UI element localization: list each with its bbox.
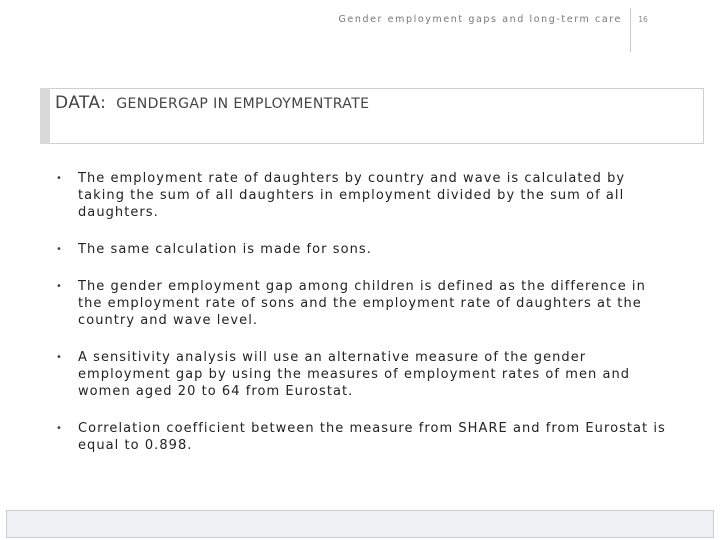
slide-title-sub: GENDERGAP IN EMPLOYMENTRATE [116, 96, 370, 112]
bullet-text: Correlation coefficient between the measure from SHARE and from Eurostat is equal to 0.898. [78, 421, 666, 453]
header-title: Gender employment gaps and long-term care [338, 14, 622, 25]
bullet-text: The same calculation is made for sons. [78, 242, 372, 257]
footer-bar [6, 510, 714, 538]
bullet-marker: • [56, 352, 63, 363]
bullet-marker: • [56, 423, 63, 434]
page-number: 16 [638, 15, 648, 24]
bullet-text: A sensitivity analysis will use an alternative measure of the gender employment gap by using the measures of employment rates of men and women aged 20 to 64 from Eurostat. [78, 350, 631, 399]
slide-title [55, 93, 369, 113]
slide-title-main: DATA: [55, 93, 107, 113]
bullet-text: The gender employment gap among children is defined as the difference in the employment rate of sons and the employment rate of daughters at the country and wave level. [78, 279, 646, 328]
bullet-list [52, 170, 672, 474]
bullet-item [52, 278, 672, 329]
bullet-marker: • [56, 173, 63, 184]
bullet-marker: • [56, 281, 63, 292]
bullet-item [52, 170, 672, 221]
bullet-text: The employment rate of daughters by country and wave is calculated by taking the sum of all daughters in employment divided by the sum of all daughters. [78, 171, 626, 220]
bullet-marker: • [56, 244, 63, 255]
bullet-item [52, 420, 672, 454]
header-divider [630, 8, 631, 52]
bullet-item [52, 349, 672, 400]
title-accent [40, 88, 50, 144]
bullet-item [52, 241, 672, 258]
